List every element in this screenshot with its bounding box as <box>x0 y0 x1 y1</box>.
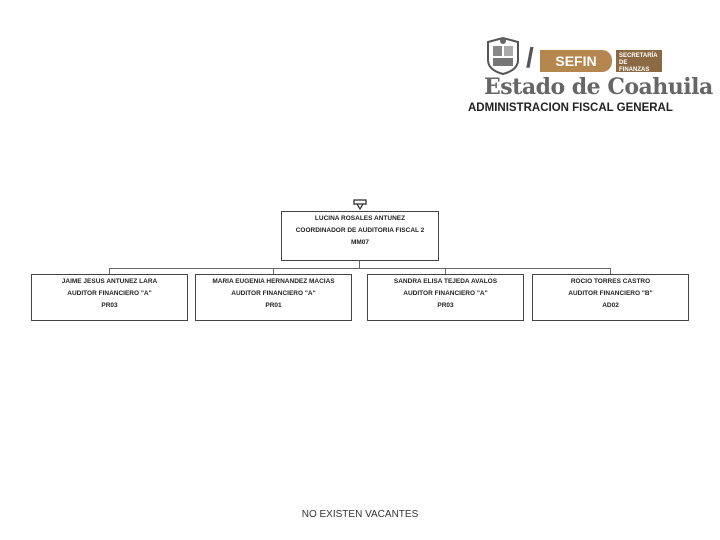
position-icon <box>353 199 367 211</box>
connector-root-down <box>359 261 360 268</box>
child-code: AD02 <box>602 302 619 309</box>
child-code: PR01 <box>265 302 282 309</box>
child-code: PR03 <box>101 302 118 309</box>
root-title: COORDINADOR DE AUDITORIA FISCAL 2 <box>295 227 425 234</box>
logo-divider: / <box>526 42 534 73</box>
secretaria-badge: SECRETARÍA DE FINANZAS <box>616 50 662 72</box>
child-name: SANDRA ELISA TEJEDA AVALOS <box>393 278 498 285</box>
child-code: PR03 <box>437 302 454 309</box>
org-child-box <box>367 274 524 321</box>
root-code: MM07 <box>350 239 370 246</box>
org-child-box <box>195 274 352 321</box>
sefin-label: SEFIN <box>555 53 597 69</box>
child-name: MARIA EUGENIA HERNANDEZ MACIAS <box>212 278 335 285</box>
org-child-box <box>31 274 188 321</box>
agency-label: ADMINISTRACION FISCAL GENERAL <box>468 102 673 114</box>
org-child-box <box>532 274 689 321</box>
org-root-box <box>281 211 439 261</box>
connector-horizontal <box>109 268 611 269</box>
root-name: LUCINA ROSALES ANTUNEZ <box>314 215 406 222</box>
child-title: AUDITOR FINANCIERO "B" <box>568 290 653 297</box>
child-title: AUDITOR FINANCIERO "A" <box>403 290 488 297</box>
child-title: AUDITOR FINANCIERO "A" <box>231 290 316 297</box>
estado-label: Estado de Coahuila <box>484 74 713 100</box>
child-name: JAIME JESUS ANTUNEZ LARA <box>61 278 158 285</box>
vacancy-note: NO EXISTEN VACANTES <box>301 509 419 520</box>
child-title: AUDITOR FINANCIERO "A" <box>67 290 152 297</box>
child-name: ROCIO TORRES CASTRO <box>570 278 651 285</box>
